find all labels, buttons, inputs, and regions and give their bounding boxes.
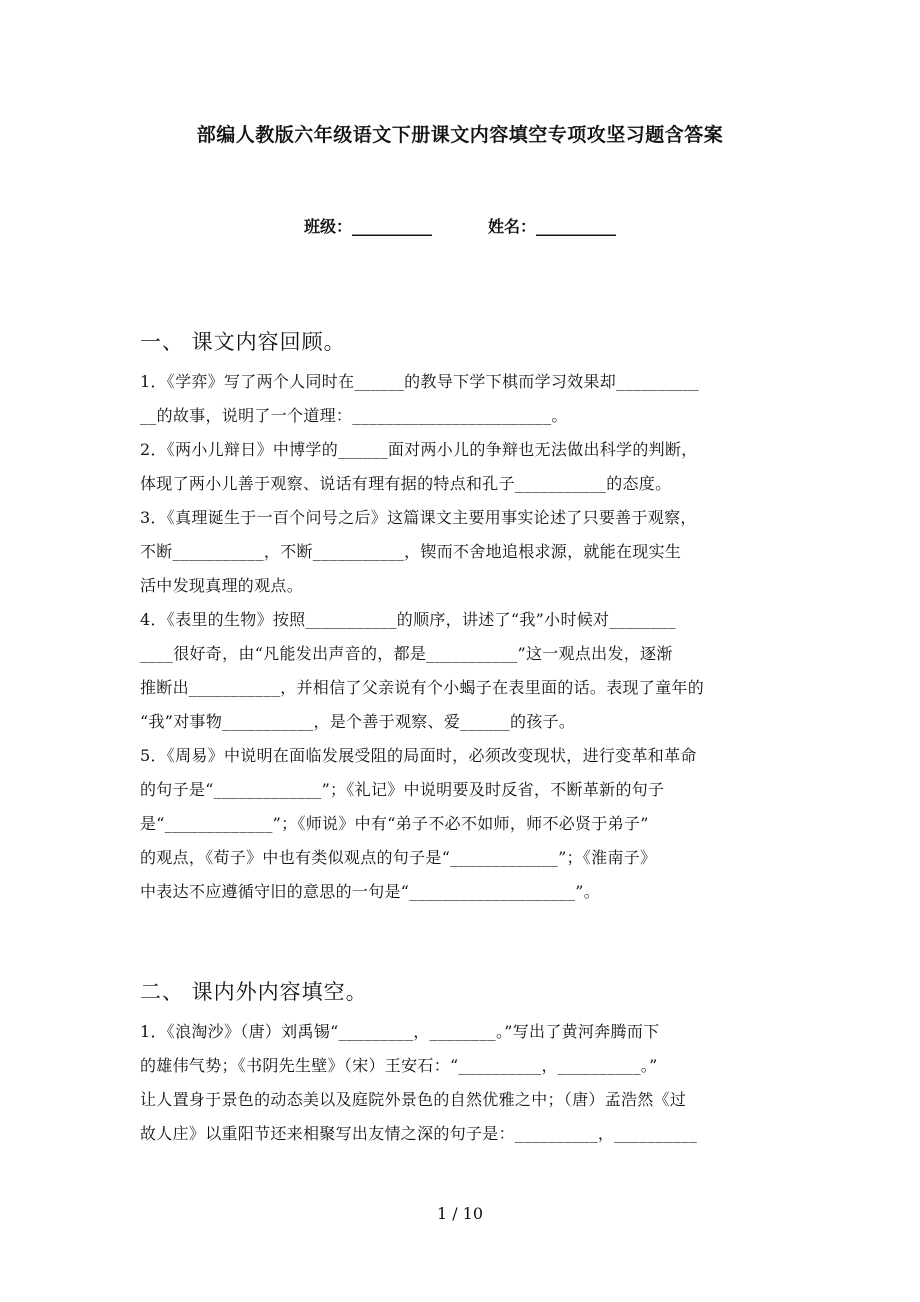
text-line: 体现了两小儿善于观察、说话有理有据的特点和孔子___________的态度。	[140, 474, 672, 493]
text-line: 5．《周易》中说明在面临发展受阻的局面时，必须改变现状，进行变革和革命	[140, 746, 697, 765]
text-line: 推断出___________，并相信了父亲说有个小蝎子在表里面的话。表现了童年的	[140, 678, 705, 697]
text-line: ____很好奇，由“凡能发出声音的，都是___________”这一观点出发，逐渐	[140, 644, 673, 663]
text-line: “我”对事物___________，是个善于观察、爱______的孩子。	[140, 712, 576, 731]
text-line: 不断___________，不断___________，锲而不舍地追根求源，就能在现实生	[140, 542, 682, 561]
text-line: 活中发现真理的观点。	[140, 576, 304, 595]
text-line: 的句子是“_____________”；《礼记》中说明要及时反省，不断革新的句子	[140, 780, 665, 799]
section-2-heading: 二、 课内外内容填空。	[140, 980, 368, 1004]
text-line: 的观点，《荀子》中也有类似观点的句子是“_____________”；《淮南子》	[140, 848, 657, 867]
section-1-heading: 一、 课文内容回顾。	[140, 330, 346, 354]
text-line: __的故事，说明了一个道理：________________________。	[140, 406, 568, 425]
document-title: 部编人教版六年级语文下册课文内容填空专项攻坚习题含答案	[196, 124, 724, 146]
text-line: 2．《两小儿辩日》中博学的______面对两小儿的争辩也无法做出科学的判断，	[140, 440, 698, 459]
name-field: 姓名：__________	[488, 217, 617, 236]
student-info	[0, 214, 920, 237]
text-line: 1．《浪淘沙》（唐）刘禹锡“_________，________。”写出了黄河奔腾而下	[140, 1022, 660, 1041]
class-field: 班级：__________	[303, 217, 432, 236]
text-line: 4．《表里的生物》按照___________的顺序，讲述了“我”小时候对________	[140, 610, 676, 629]
text-line: 的雄伟气势；《书阴先生壁》（宋）王安石：“__________，__________。”	[140, 1056, 658, 1075]
page-number: 1 / 10	[436, 1204, 484, 1223]
section-2-body	[140, 1015, 780, 1151]
text-line: 让人置身于景色的动态美以及庭院外景色的自然优雅之中；（唐）孟浩然《过	[140, 1090, 687, 1109]
text-line: 3．《真理诞生于一百个问号之后》这篇课文主要用事实论述了只要善于观察，	[140, 508, 697, 527]
text-line: 中表达不应遵循守旧的意思的一句是“____________________”。	[140, 882, 601, 901]
text-line: 1．《学弈》写了两个人同时在______的教导下学下棋而学习效果却__________	[140, 372, 700, 391]
section-1-body	[140, 365, 780, 909]
text-line: 故人庄》以重阳节还来相聚写出友情之深的句子是：__________，__________	[140, 1124, 698, 1143]
text-line: 是“_____________”；《师说》中有“弟子不必不如师，师不必贤于弟子”	[140, 814, 649, 833]
